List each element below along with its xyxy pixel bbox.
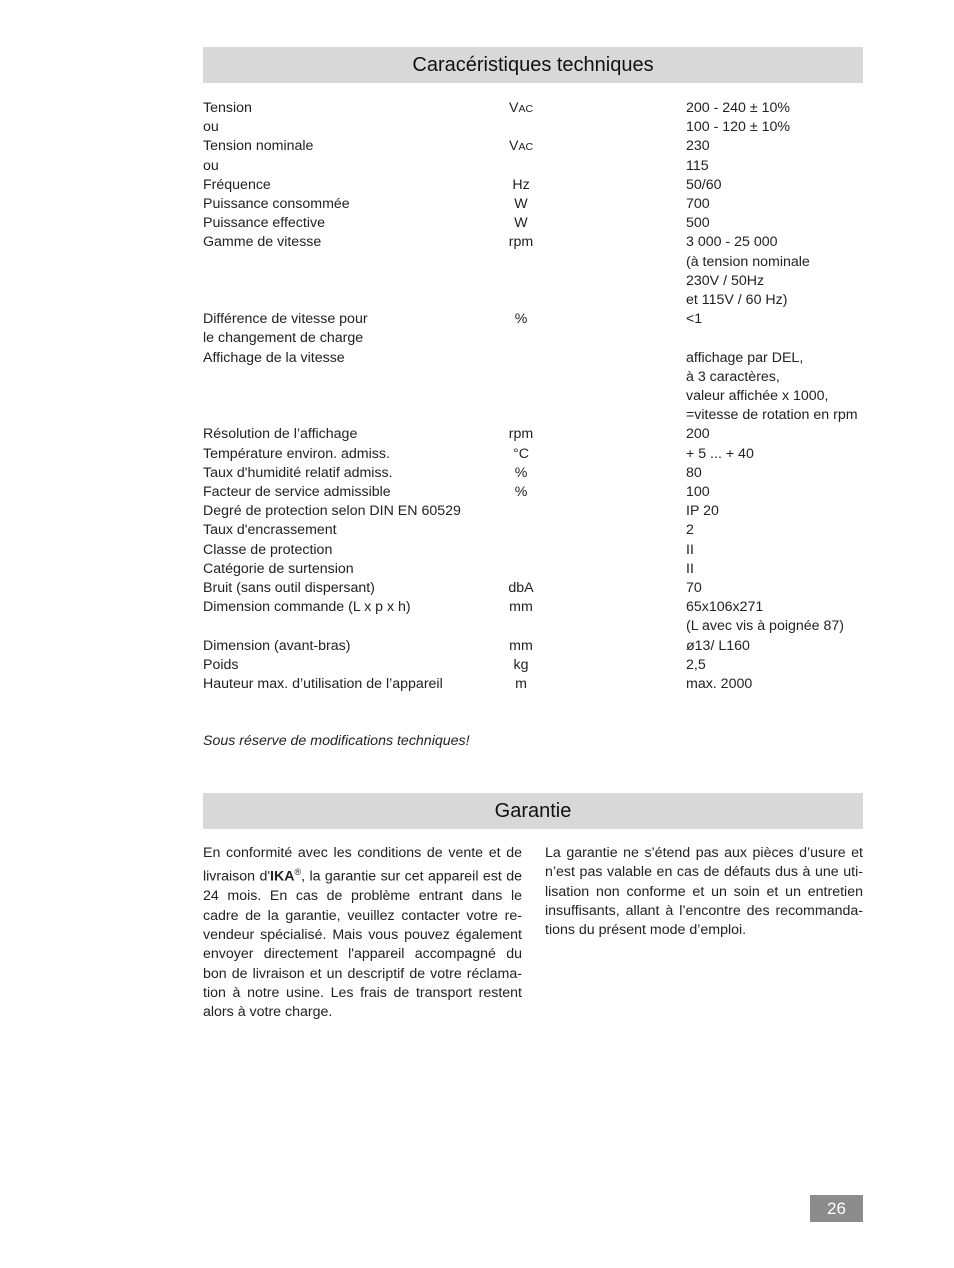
spec-unit	[485, 99, 557, 119]
spec-label	[203, 598, 503, 617]
section-header-technical-specs	[203, 47, 863, 83]
spec-label-line: Taux d'encrassement	[203, 522, 337, 539]
spec-label-line: Puissance consommée	[203, 196, 350, 213]
spec-label	[203, 656, 503, 675]
spec-label-line: Affichage de la vitesse	[203, 349, 345, 366]
spec-row	[203, 560, 883, 579]
spec-row	[203, 99, 883, 118]
spec-label	[203, 483, 503, 502]
spec-value-line: + 5 ... + 40	[686, 445, 754, 462]
spec-value-line: 2	[686, 522, 694, 539]
spec-value-line: IP 20	[686, 503, 719, 520]
spec-row	[203, 637, 883, 656]
spec-unit	[485, 195, 557, 215]
spec-value-line: 70	[686, 580, 702, 597]
spec-row	[203, 137, 883, 156]
specs-table	[203, 99, 883, 694]
spec-label	[203, 195, 503, 214]
spec-unit	[485, 675, 557, 695]
warranty-left-body: , la garantie sur cet appareil est de 24 mois. En cas de problème entrant dans le cadre de la garantie, veuillez contacter votre revendeur spécialisé. Mais vous pouvez également envoyer directement l'appareil accompagné du bon de livraison et un descriptif de votre réclamation à notre usine. Les frais de transport restent alors à votre charge.	[203, 869, 522, 1021]
spec-value-line: max. 2000	[686, 676, 753, 693]
spec-value	[686, 521, 883, 540]
spec-value	[686, 157, 883, 176]
spec-value-line: II	[686, 560, 694, 577]
spec-value	[686, 560, 883, 579]
spec-unit-main: Hz	[512, 176, 530, 193]
spec-row	[203, 656, 883, 675]
warranty-text-left	[203, 844, 522, 1022]
spec-value-line: 200 - 240 ± 10%	[686, 100, 791, 116]
spec-row	[203, 157, 883, 176]
spec-value-line: et 115V / 60 Hz)	[686, 292, 788, 309]
spec-value-line: 2,5	[686, 656, 706, 673]
spec-row	[203, 464, 883, 483]
spec-value-line: (à tension nominale	[686, 253, 810, 270]
spec-value-line: ø13/ L160	[686, 637, 750, 654]
spec-label-line: Fréquence	[203, 176, 271, 193]
spec-value	[686, 195, 883, 214]
spec-unit-main: W	[514, 196, 528, 213]
spec-label	[203, 675, 503, 694]
section-title: Caracéristiques techniques	[412, 53, 654, 76]
spec-unit	[485, 464, 557, 484]
spec-row	[203, 579, 883, 598]
spec-label	[203, 118, 503, 137]
spec-row	[203, 118, 883, 137]
spec-label	[203, 560, 503, 579]
spec-label-line: Degré de protection selon DIN EN 60529	[203, 503, 461, 520]
spec-row	[203, 176, 883, 195]
spec-value	[686, 137, 883, 156]
spec-value-line: 100	[686, 484, 710, 501]
spec-label	[203, 464, 503, 483]
spec-unit	[485, 214, 557, 234]
spec-label	[203, 157, 503, 176]
spec-unit-main: m	[515, 676, 527, 693]
spec-unit-main: dbA	[508, 580, 534, 597]
spec-unit-main: W	[514, 215, 528, 232]
spec-row	[203, 521, 883, 540]
section-header-warranty	[203, 793, 863, 829]
spec-label-line: Hauteur max. d’utilisation de l’appareil	[203, 676, 443, 693]
spec-row	[203, 445, 883, 464]
spec-value-line: 3 000 - 25 000	[686, 234, 778, 251]
spec-value	[686, 656, 883, 675]
warranty-left-intro: En conformité avec les conditions de vente et de livraison d'	[203, 845, 522, 886]
spec-value	[686, 579, 883, 598]
spec-value	[686, 502, 883, 521]
spec-label	[203, 176, 503, 195]
spec-value-line: 230V / 50Hz	[686, 272, 765, 289]
spec-value-line: 80	[686, 464, 702, 481]
spec-unit-main: V	[508, 138, 519, 155]
spec-row	[203, 483, 883, 502]
spec-label-line: Poids	[203, 656, 239, 673]
spec-value	[686, 214, 883, 233]
spec-unit	[485, 445, 557, 465]
spec-unit	[485, 233, 557, 253]
spec-unit	[485, 137, 557, 157]
spec-label-line: Différence de vitesse pour	[203, 311, 368, 328]
spec-label	[203, 99, 503, 118]
spec-unit-main: %	[514, 464, 528, 481]
spec-value	[686, 637, 883, 656]
spec-row	[203, 214, 883, 233]
spec-label-line: Dimension commande (L x p x h)	[203, 599, 411, 616]
spec-value-line: II	[686, 541, 694, 558]
spec-label	[203, 521, 503, 540]
spec-value	[686, 118, 883, 137]
spec-label-line: ou	[203, 119, 219, 136]
spec-unit-sub: AC	[518, 103, 534, 115]
spec-value-line: 50/60	[686, 176, 722, 193]
spec-label-line: ou	[203, 157, 219, 174]
spec-unit-main: kg	[513, 656, 529, 673]
warranty-text-right	[545, 844, 863, 940]
spec-label-line: Classe de protection	[203, 541, 333, 558]
spec-row	[203, 349, 883, 426]
spec-value	[686, 675, 883, 694]
spec-value	[686, 483, 883, 502]
spec-label-line: Tension	[203, 100, 252, 116]
spec-value-line: valeur affichée x 1000,	[686, 388, 829, 405]
spec-value-line: (L avec vis à poignée 87)	[686, 618, 844, 635]
spec-label-line: Catégorie de surtension	[203, 560, 354, 577]
spec-value	[686, 233, 883, 310]
spec-unit-main: rpm	[508, 234, 534, 251]
section-title: Garantie	[494, 799, 572, 822]
spec-unit-sub: AC	[518, 141, 534, 154]
spec-row	[203, 675, 883, 694]
spec-unit	[485, 656, 557, 676]
spec-label	[203, 445, 503, 464]
spec-value	[686, 99, 883, 118]
spec-row	[203, 425, 883, 444]
spec-value-line: 100 - 120 ± 10%	[686, 119, 791, 136]
spec-value-line	[686, 329, 883, 348]
spec-unit-main: %	[514, 484, 528, 501]
spec-value-line: 230	[686, 138, 710, 155]
disclaimer-note: Sous réserve de modifications techniques!	[203, 733, 470, 749]
spec-unit-main: mm	[509, 637, 533, 654]
spec-value-line: 500	[686, 215, 710, 232]
page-number: 26	[810, 1195, 863, 1222]
spec-unit	[485, 310, 557, 330]
spec-label-line: Résolution de l’affichage	[203, 426, 358, 443]
spec-unit	[485, 176, 557, 196]
spec-value-line: affichage par DEL,	[686, 349, 804, 366]
spec-unit-main: rpm	[508, 426, 534, 443]
brand-name: IKA	[270, 869, 295, 886]
spec-label	[203, 425, 503, 444]
spec-unit	[485, 579, 557, 599]
spec-row	[203, 233, 883, 310]
spec-label-line: Température environ. admiss.	[203, 445, 390, 462]
spec-unit	[485, 598, 557, 618]
warranty-right-body: La garantie ne s’étend pas aux pièces d’usure et n’est pas valable en cas de défauts dus à une utilisation non conforme et un soin et un entretien insuffisants, allant à l’encontre des recommandations du présent mode d’emploi.	[545, 845, 863, 939]
spec-value-line: <1	[686, 311, 703, 328]
spec-label	[203, 637, 503, 656]
spec-label	[203, 579, 503, 598]
spec-label-line: Taux d'humidité relatif admiss.	[203, 464, 393, 481]
spec-unit-main: mm	[509, 599, 533, 616]
spec-value-line: =vitesse de rotation en rpm	[686, 407, 858, 424]
spec-value	[686, 176, 883, 195]
spec-value	[686, 464, 883, 483]
spec-label	[203, 137, 503, 156]
spec-label-line: Dimension (avant-bras)	[203, 637, 351, 654]
spec-label	[203, 310, 503, 348]
spec-value	[686, 445, 883, 464]
spec-label-line: Facteur de service admissible	[203, 484, 391, 501]
spec-label-line: Puissance effective	[203, 215, 325, 232]
spec-value	[686, 310, 883, 348]
spec-value-line: 200	[686, 426, 710, 443]
spec-row	[203, 541, 883, 560]
spec-label-line: Bruit (sans outil dispersant)	[203, 580, 375, 597]
spec-label	[203, 541, 503, 560]
spec-row	[203, 195, 883, 214]
spec-value-line: à 3 caractères,	[686, 368, 780, 385]
spec-row	[203, 598, 883, 636]
spec-label-line: Tension nominale	[203, 138, 314, 155]
spec-value-line: 115	[686, 157, 709, 174]
spec-unit	[485, 425, 557, 445]
spec-label-line: Gamme de vitesse	[203, 234, 322, 251]
spec-value-line: 65x106x271	[686, 599, 764, 616]
spec-unit-main: %	[514, 311, 528, 328]
spec-value-line: 700	[686, 196, 710, 213]
spec-value	[686, 541, 883, 560]
spec-value	[686, 425, 883, 444]
spec-row	[203, 502, 883, 521]
spec-label	[203, 349, 503, 368]
spec-value	[686, 598, 883, 636]
spec-unit-main: V	[508, 100, 519, 116]
registered-mark: ®	[294, 867, 302, 878]
spec-label-line: le changement de charge	[203, 330, 364, 347]
spec-label	[203, 233, 503, 252]
spec-unit	[485, 637, 557, 657]
spec-unit	[485, 483, 557, 503]
spec-row	[203, 310, 883, 348]
spec-label	[203, 214, 503, 233]
spec-unit-main: °C	[513, 445, 529, 462]
spec-value	[686, 349, 883, 426]
spec-label	[203, 502, 503, 521]
